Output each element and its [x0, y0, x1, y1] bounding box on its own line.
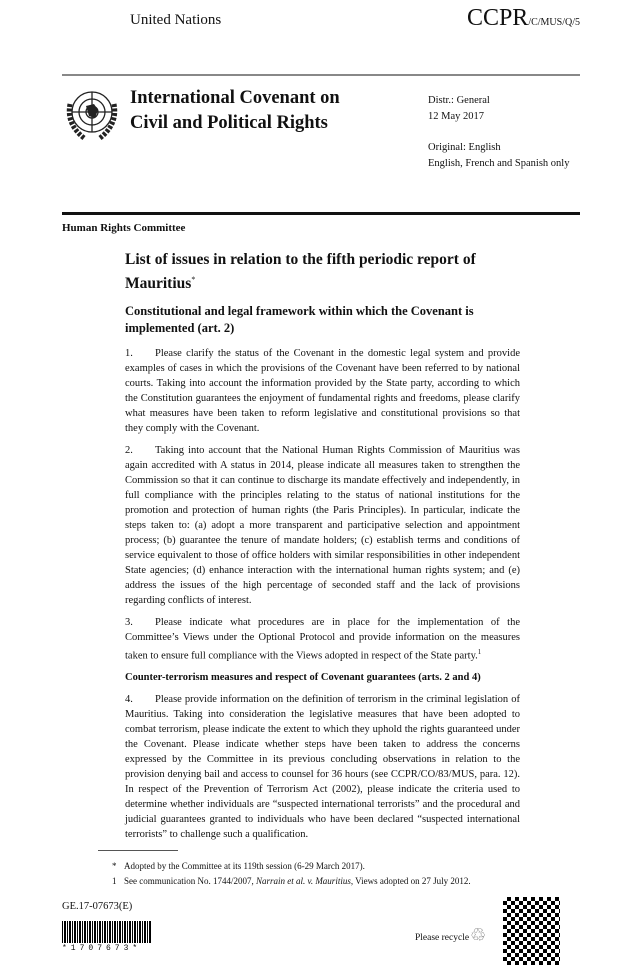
para-text: Please clarify the status of the Covenant in the domestic legal system and provide examples of cases in which the provisions of the Covenant have been referred to by national courts. Taking into account the information provided by the State party, according to which the Constitution guarantees the enjoyment of fundamental rights and freedoms, please clarify what measures have been taken to reform legislative and constitutional provisions so that they comply with the Covenant.	[125, 348, 520, 435]
treaty-title	[130, 86, 340, 136]
section-rule	[62, 212, 580, 215]
paragraph	[125, 346, 520, 436]
title-line: Civil and Political Rights	[130, 113, 328, 133]
para-number: 1.	[125, 348, 133, 360]
case-name: Narrain et al. v. Mauritius	[255, 875, 351, 886]
header-rule	[62, 74, 580, 76]
para-text: Taking into account that the National Human Rights Commission of Mauritius was again accredited with A status in 2014, please indicate all measures taken to strengthen the Commission so that it can continue to discharge its mandate effectively and independently, in full compliance with the principles relating to the status of national institutions for the promotion and protection of human rights (the Paris Principles). In particular, indicate the steps taken to: (a) adopt a more transparent and participative selection and appointment process; (b) guarantee the tenure of mandate holders; (c) establish terms and conditions of service equivalent to those of office holders with similar responsibilities in other independent State agencies; (d) enhance interaction with the international human rights system; and (e) address the issues of the high percentage of seconded staff and the lack of provisions regarding conflicts of interest.	[125, 445, 520, 607]
footnote-rule	[98, 850, 178, 851]
title-line: International Covenant on	[130, 88, 340, 108]
symbol-suffix: /C/MUS/Q/5	[528, 17, 580, 28]
main-content	[62, 250, 520, 979]
section-heading: Counter-terrorism measures and respect of Covenant guarantees (arts. 2 and 4)	[125, 671, 481, 683]
paragraph	[125, 692, 520, 842]
footnote-mark: 1	[477, 648, 482, 657]
barcode-number: *1707673*	[62, 943, 142, 953]
committee-name: Human Rights Committee	[62, 222, 186, 234]
symbol-main: CCPR	[466, 5, 529, 31]
para-text: Please indicate what procedures are in place for the implementation of the Committee’s Views under the Optional Protocol and provide information on the measures taken to ensure full compliance with the Views adopted in respect of the State party.	[125, 617, 520, 662]
para-number: 4.	[125, 693, 133, 705]
document-title	[125, 250, 520, 294]
original: Original: English	[428, 142, 501, 153]
recycle-icon: ♲	[470, 924, 487, 945]
job-number: GE.17-07673(E)	[62, 900, 133, 912]
section-heading: Constitutional and legal framework within which the Covenant is implemented (art. 2)	[125, 304, 474, 336]
barcode	[62, 921, 152, 943]
paragraph	[125, 615, 520, 664]
recycle-label: Please recycle	[415, 932, 470, 943]
distr: Distr.: General	[428, 95, 490, 106]
paragraph	[125, 443, 520, 608]
footnote-text: Adopted by the Committee at its 119th session (6-29 March 2017).	[124, 860, 365, 871]
languages: English, French and Spanish only	[428, 158, 570, 169]
para-number: 2.	[125, 445, 133, 457]
page-footer	[62, 897, 580, 969]
footnote-mark: *	[191, 275, 196, 284]
distribution-info	[428, 93, 569, 172]
footnote-mark: 1	[112, 875, 117, 886]
date: 12 May 2017	[428, 111, 484, 122]
qr-code[interactable]	[503, 897, 560, 965]
footnote-mark: *	[112, 860, 117, 871]
para-text: Please provide information on the definition of terrorism in the criminal legislation of Mauritius. Taking into consideration the legislative measures that have been adopted to combat terrorism, please indicate the extent to which they uphold the rights guaranteed under the Covenant. Please indicate whether steps have been taken to address the concerns expressed by the Committee in its previous concluding observations in relation to the provision denying bail and access to counsel for 36 hours (see CCPR/CO/83/MUS, para. 12). In respect of the Prevention of Terrorism Act (2002), please indicate the criteria used to determine whether individuals are “suspected international terrorists” and the procedural and judicial guarantees granted to individuals who have been declared “suspected international terrorists” to challenge such a qualification.	[125, 693, 520, 840]
title-text: List of issues in relation to the fifth periodic report of Mauritius	[125, 251, 476, 293]
para-number: 3.	[125, 617, 133, 629]
footnote	[112, 859, 492, 874]
footnotes	[112, 859, 492, 889]
un-emblem-icon	[62, 84, 122, 144]
org-name: United Nations	[130, 12, 222, 28]
document-symbol	[467, 5, 580, 32]
footnote-text: See communication No. 1744/2007,	[124, 875, 256, 886]
footnote	[112, 874, 492, 889]
footnote-text: , Views adopted on 27 July 2012.	[350, 875, 471, 886]
